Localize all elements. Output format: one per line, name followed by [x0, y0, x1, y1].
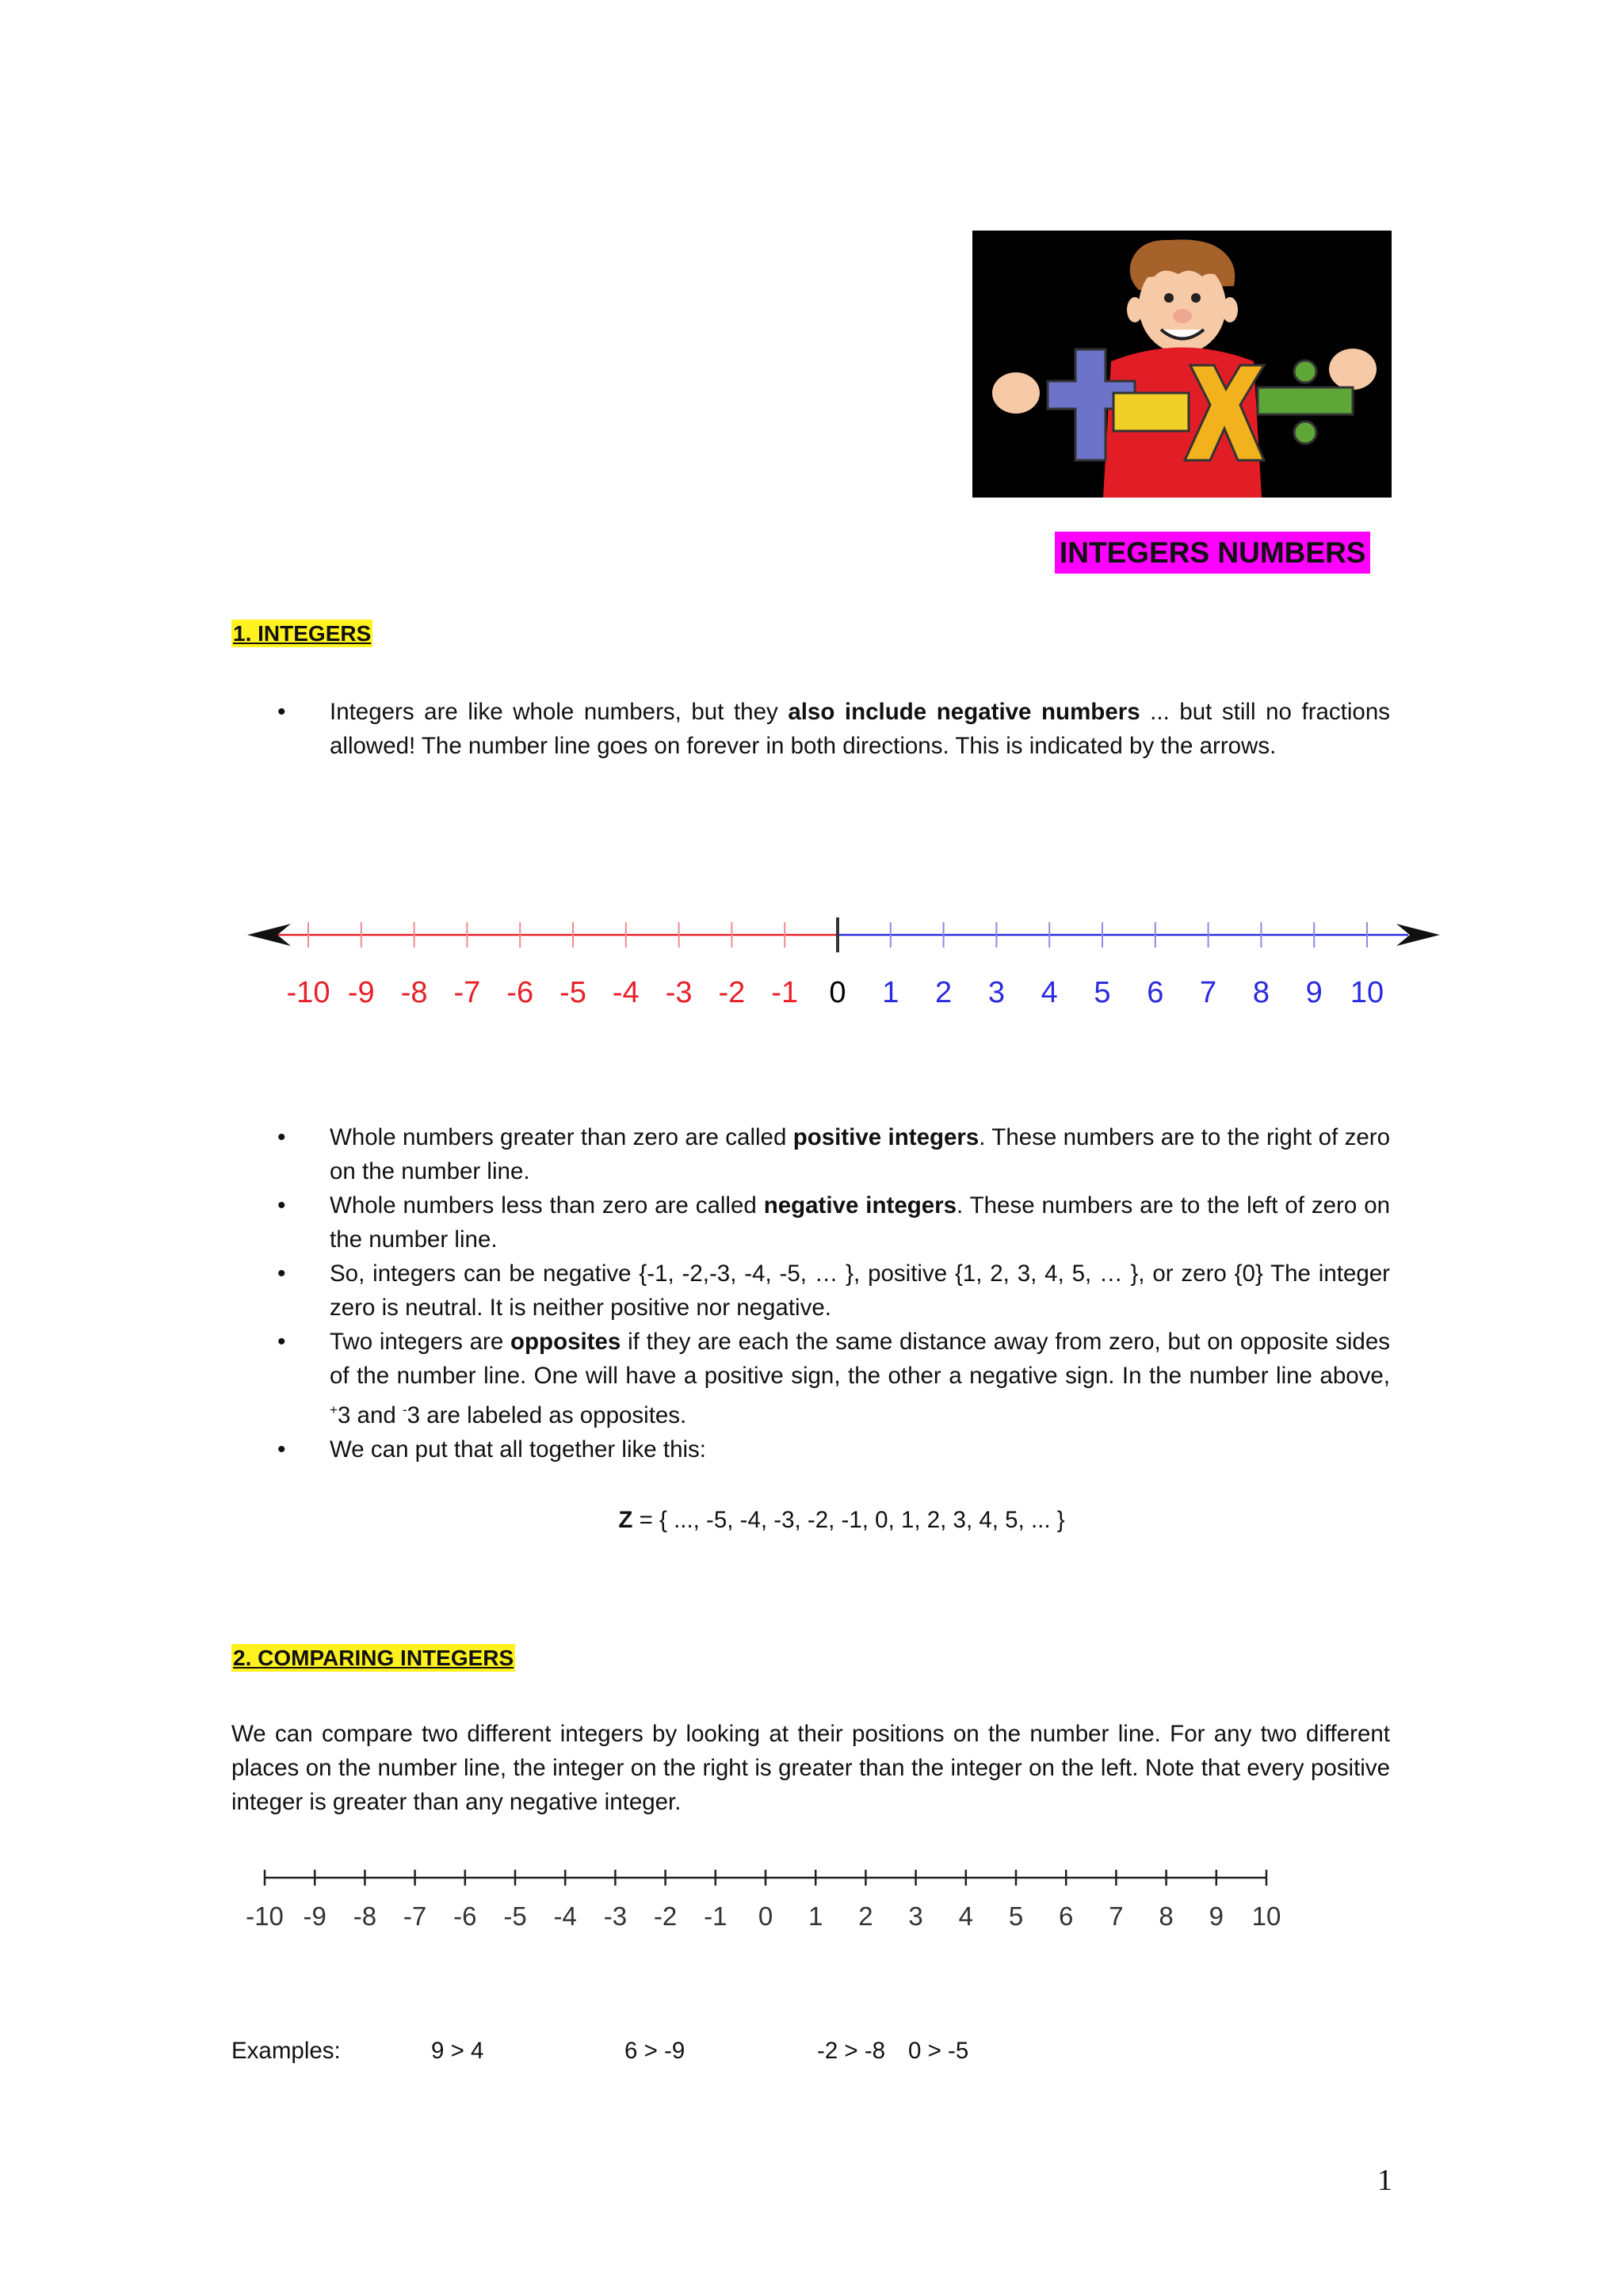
number-line-label: -10 [286, 976, 330, 1009]
number-line-label: 9 [1305, 976, 1323, 1009]
comparing-paragraph: We can compare two different integers by looking at their positions on the number line. For any two different places on the number line, the integer on the right is greater than the integer on the left. Note that every positive integer is greater than any negative integer. [231, 1721, 1390, 1815]
page-title: INTEGERS NUMBERS [1055, 532, 1370, 574]
math-clipart-image [972, 231, 1392, 498]
number-line-label: 0 [758, 1901, 773, 1931]
number-line-label: 2 [935, 976, 953, 1009]
number-line-label: 3 [908, 1901, 923, 1931]
list-item: • Whole numbers less than zero are called negative integers. These numbers are to the left of zero on the number line. [231, 1188, 1390, 1257]
number-line-label: -2 [718, 976, 746, 1009]
example-item: 9 > 4 [431, 2038, 484, 2064]
list-item: • Two integers are opposites if they are each the same distance away from zero, but on opposite sides of the number line. One will have a positive sign, the other a negative sign. In the number line above, +3 and -3 are labeled as opposites. [231, 1325, 1390, 1432]
number-line-label: 10 [1251, 1901, 1281, 1931]
section-2-heading: 2. COMPARING INTEGERS [233, 1646, 514, 1670]
examples-label: Examples: [231, 2038, 341, 2064]
example-item: 0 > -5 [908, 2038, 969, 2064]
number-line-label: -7 [403, 1901, 427, 1931]
integer-facts-list [231, 1120, 1390, 1466]
number-line-label: 3 [987, 976, 1005, 1009]
number-line-label: -6 [453, 1901, 477, 1931]
number-line-label: -2 [653, 1901, 678, 1931]
number-line-label: 4 [1041, 976, 1058, 1009]
list-item: • So, integers can be negative {-1, -2,-3, -4, -5, … }, positive {1, 2, 3, 4, 5, … }, or zero {0} The integer zero is neutral. It is neither positive nor negative. [231, 1257, 1390, 1325]
number-line-label: -5 [559, 976, 586, 1009]
colored-number-line [231, 903, 1444, 1018]
integer-set-notation: Z = { ..., -5, -4, -3, -2, -1, 0, 1, 2, 3, 4, 5, ... } [618, 1507, 1065, 1533]
page-number: 1 [1377, 2164, 1392, 2197]
number-line-label: 1 [882, 976, 899, 1009]
list-item: • Whole numbers greater than zero are called positive integers. These numbers are to the right of zero on the number line. [231, 1120, 1390, 1188]
number-line-label: 4 [958, 1901, 973, 1931]
example-item: -2 > -8 [817, 2038, 886, 2064]
example-item: 6 > -9 [624, 2038, 685, 2064]
number-line-label: -7 [453, 976, 481, 1009]
number-line-label: 8 [1252, 976, 1270, 1009]
number-line-label: -3 [665, 976, 693, 1009]
number-line-label: -1 [771, 976, 799, 1009]
boy-with-operators-icon [972, 231, 1392, 498]
number-line-label: 9 [1209, 1901, 1224, 1931]
number-line-label: -8 [400, 976, 428, 1009]
number-line-label: -5 [503, 1901, 527, 1931]
number-line-label: 6 [1059, 1901, 1074, 1931]
number-line-label: 5 [1008, 1901, 1024, 1931]
number-line-label: 10 [1350, 976, 1384, 1009]
section-1-heading: 1. INTEGERS [233, 621, 372, 646]
number-line-label: 6 [1147, 976, 1164, 1009]
number-line-label: -9 [347, 976, 375, 1009]
number-line-label: -10 [246, 1901, 284, 1931]
number-line-label: 7 [1200, 976, 1217, 1009]
list-item: • Integers are like whole numbers, but they also include negative numbers ... but still no fractions allowed! The number line goes on forever in both directions. This is indicated by the arrows. [231, 695, 1390, 763]
plain-number-line [231, 1862, 1301, 1945]
list-item: • We can put that all together like this: [231, 1432, 1390, 1466]
number-line-label: -1 [704, 1901, 727, 1931]
number-line-label: -4 [612, 976, 640, 1009]
number-line-label: -9 [303, 1901, 327, 1931]
number-line-label: -6 [506, 976, 534, 1009]
number-line-label: 2 [858, 1901, 873, 1931]
number-line-label: 1 [808, 1901, 823, 1931]
number-line-label: 0 [829, 976, 846, 1009]
number-line-label: 5 [1094, 976, 1111, 1009]
intro-bullet-list [231, 695, 1390, 763]
number-line-label: 8 [1159, 1901, 1174, 1931]
number-line-label: 7 [1109, 1901, 1124, 1931]
number-line-label: -3 [603, 1901, 628, 1931]
number-line-label: -8 [353, 1901, 377, 1931]
number-line-label: -4 [553, 1901, 577, 1931]
